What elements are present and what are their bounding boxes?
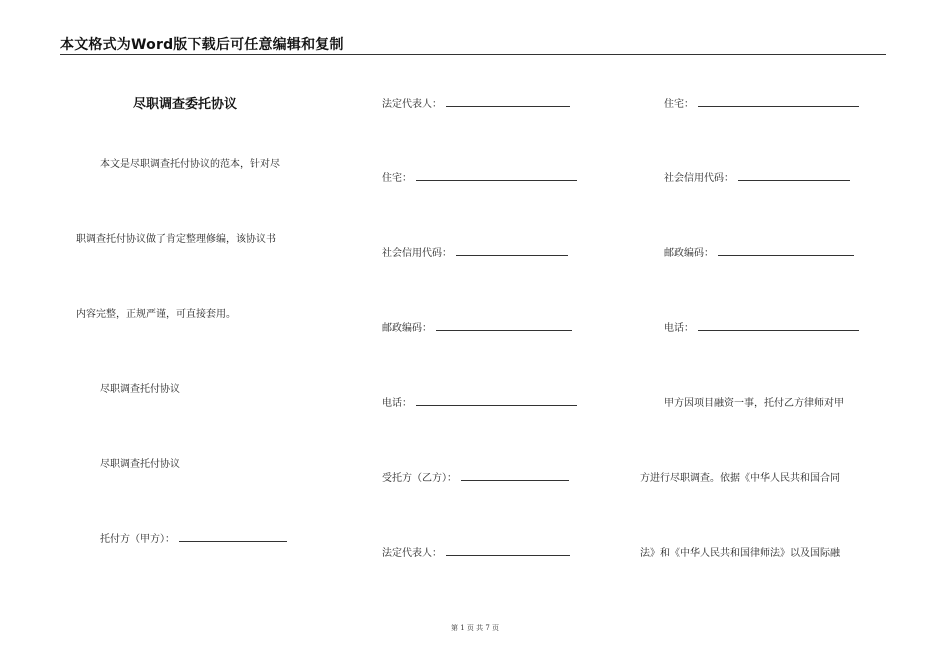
- intro-paragraph-line-1: 本文是尽职调查托付协议的范本，针对尽: [100, 159, 280, 170]
- postal-code-label: 邮政编码：: [382, 323, 432, 334]
- phone-blank: [416, 396, 577, 406]
- trustee-party-field: [382, 469, 569, 484]
- legal-rep-blank: [446, 97, 570, 107]
- page-header: [60, 34, 886, 55]
- credit-code-field: [382, 244, 568, 259]
- postal-code-blank: [436, 321, 572, 331]
- intro-paragraph-line-3: 内容完整，正规严谨，可直接套用。: [76, 309, 236, 320]
- header-title: 本文格式为Word版下载后可任意编辑和复制: [60, 37, 344, 53]
- address-label: 住宅：: [382, 173, 412, 184]
- postal-code-field: [382, 319, 572, 334]
- body-text-line-2: 方进行尽职调查。依据《中华人民共和国合同: [640, 473, 840, 484]
- credit-code-blank: [456, 246, 568, 256]
- right-phone-label: 电话：: [664, 323, 694, 334]
- intro-paragraph-line-2: 职调查托付协议做了肯定整理修编，该协议书: [76, 234, 276, 245]
- legal-rep-2-field: [382, 544, 570, 559]
- credit-code-label: 社会信用代码：: [382, 248, 452, 259]
- legal-rep-field: [382, 95, 570, 110]
- client-party-field: [100, 530, 287, 545]
- document-title: 尽职调查委托协议: [133, 97, 238, 112]
- right-credit-code-blank: [738, 171, 850, 181]
- client-party-blank: [179, 532, 287, 542]
- address-blank: [416, 171, 577, 181]
- right-postal-code-field: [664, 244, 854, 259]
- right-postal-code-blank: [718, 246, 854, 256]
- body-text-line-3: 法》和《中华人民共和国律师法》以及国际融: [640, 548, 840, 559]
- phone-label: 电话：: [382, 398, 412, 409]
- address-field: [382, 169, 577, 184]
- right-address-field: [664, 95, 859, 110]
- trustee-party-blank: [461, 471, 569, 481]
- legal-rep-2-blank: [446, 546, 570, 556]
- client-party-label: 托付方（甲方）：: [100, 534, 175, 545]
- agreement-subtitle-1: 尽职调查托付协议: [100, 384, 180, 395]
- right-postal-code-label: 邮政编码：: [664, 248, 714, 259]
- body-text-line-1: 甲方因项目融资一事，托付乙方律师对甲: [664, 398, 844, 409]
- right-phone-blank: [698, 321, 859, 331]
- legal-rep-label: 法定代表人：: [382, 99, 442, 110]
- right-address-label: 住宅：: [664, 99, 694, 110]
- trustee-party-label: 受托方（乙方）：: [382, 473, 457, 484]
- right-address-blank: [698, 97, 859, 107]
- page-number-footer: 第 1 页 共 7 页: [450, 624, 500, 632]
- right-credit-code-field: [664, 169, 850, 184]
- right-credit-code-label: 社会信用代码：: [664, 173, 734, 184]
- phone-field: [382, 394, 577, 409]
- legal-rep-2-label: 法定代表人：: [382, 548, 442, 559]
- right-phone-field: [664, 319, 859, 334]
- agreement-subtitle-2: 尽职调查托付协议: [100, 459, 180, 470]
